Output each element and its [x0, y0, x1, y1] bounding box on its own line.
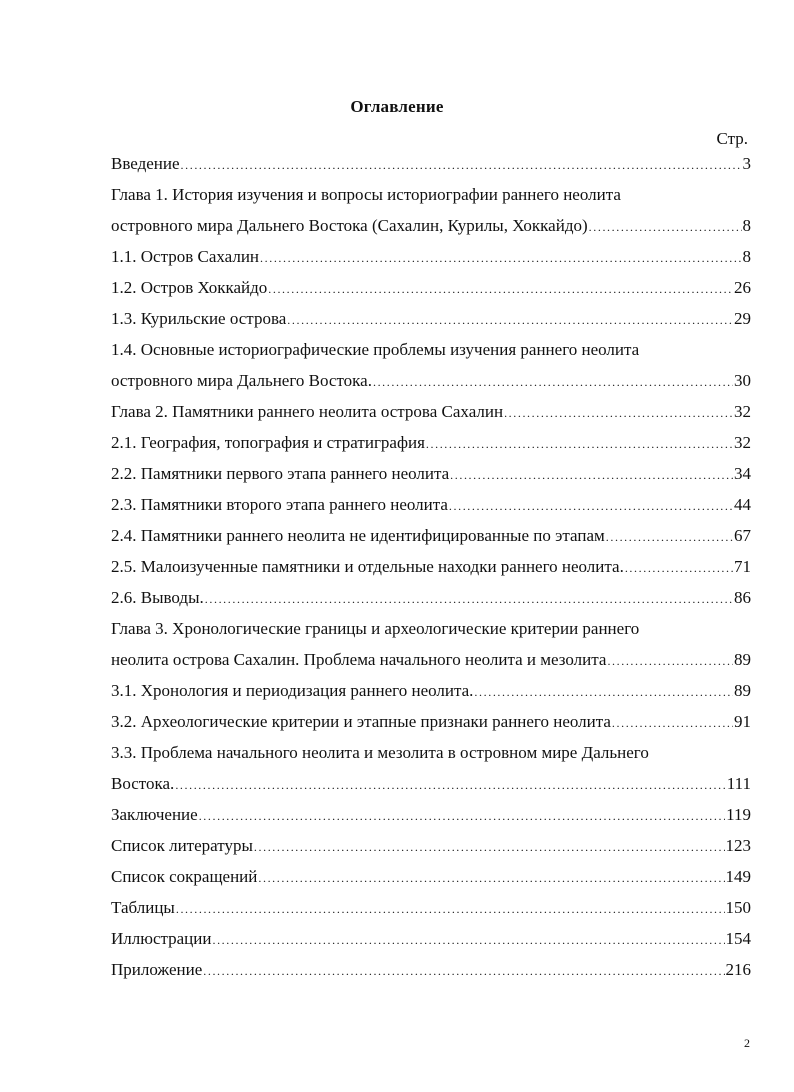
toc-entry [111, 799, 751, 830]
toc-entry [111, 644, 751, 675]
toc-entry [111, 892, 751, 923]
dot-leader [258, 863, 724, 894]
toc-entry [111, 954, 751, 985]
toc-entry-title: 2.6. Выводы. [111, 588, 204, 607]
toc-entry-page: 216 [725, 960, 751, 979]
toc-entry [111, 427, 751, 458]
toc-entry [111, 179, 751, 210]
toc-entry-title: 2.2. Памятники первого этапа раннего неолита [111, 464, 450, 483]
dot-leader [449, 491, 733, 522]
toc-entry-page: 150 [725, 898, 751, 917]
toc-entry [111, 520, 751, 551]
dot-leader [181, 150, 742, 181]
dot-leader [607, 646, 733, 677]
dot-leader [268, 274, 733, 305]
toc-entry-page: 3 [742, 154, 751, 173]
toc-entry-page: 67 [734, 526, 751, 545]
toc-entry-title: 2.3. Памятники второго этапа раннего неолита [111, 495, 448, 514]
toc-entry [111, 272, 751, 303]
toc-entry-title: 1.4. Основные историографические проблемы изучения раннего неолита [111, 340, 640, 359]
toc-entry-page: 71 [734, 557, 751, 576]
toc-entry-title: Введение [111, 154, 180, 173]
dot-leader [176, 894, 725, 925]
dot-leader [203, 956, 724, 987]
toc-entry-title: островного мира Дальнего Востока (Сахалин, Курилы, Хоккайдо) [111, 216, 588, 235]
toc-entry-title: Список литературы [111, 836, 253, 855]
dot-leader [504, 398, 733, 429]
toc-entry-title: островного мира Дальнего Востока. [111, 371, 372, 390]
dot-leader [589, 212, 742, 243]
toc-entry-page: 149 [725, 867, 751, 886]
dot-leader [450, 460, 733, 491]
toc-entry-page: 89 [734, 650, 751, 669]
dot-leader [212, 925, 724, 956]
toc-entry [111, 148, 751, 179]
dot-leader [205, 584, 733, 615]
toc-entry [111, 706, 751, 737]
toc-entry [111, 303, 751, 334]
toc-entry-title: 1.1. Остров Сахалин [111, 247, 260, 266]
toc-entry-page: 123 [725, 836, 751, 855]
toc-entry-page: 34 [734, 464, 751, 483]
page-number: 2 [744, 1036, 750, 1050]
toc-entry [111, 489, 751, 520]
toc-entry-page: 86 [734, 588, 751, 607]
toc-entry-title: Заключение [111, 805, 198, 824]
toc-entry [111, 675, 751, 706]
toc-entry-title: неолита острова Сахалин. Проблема начального неолита и мезолита [111, 650, 607, 669]
toc-entry-title: 2.5. Малоизученные памятники и отдельные находки раннего неолита. [111, 557, 624, 576]
dot-leader [175, 770, 725, 801]
toc-entry-title: Глава 2. Памятники раннего неолита острова Сахалин [111, 402, 504, 421]
toc-entry-title: 1.3. Курильские острова [111, 309, 287, 328]
toc-entry [111, 861, 751, 892]
dot-leader [426, 429, 733, 460]
toc-entry-title: Список сокращений [111, 867, 258, 886]
dot-leader [260, 243, 741, 274]
toc-entry-page: 154 [725, 929, 751, 948]
toc-entry-page: 8 [742, 247, 751, 266]
toc-entry-page: 111 [726, 774, 751, 793]
toc-entry-page: 8 [742, 216, 751, 235]
dot-leader [287, 305, 733, 336]
toc-entry-page: 44 [734, 495, 751, 514]
toc-entry-title: Таблицы [111, 898, 175, 917]
dot-leader [373, 367, 733, 398]
toc-entry [111, 551, 751, 582]
toc-entry [111, 768, 751, 799]
toc-entry-title: 2.4. Памятники раннего неолита не идентифицированные по этапам [111, 526, 605, 545]
toc-entry-title: Глава 3. Хронологические границы и археологические критерии раннего [111, 619, 640, 638]
toc-entry-page: 29 [734, 309, 751, 328]
toc-entry-page: 119 [726, 805, 751, 824]
toc-entry [111, 582, 751, 613]
dot-leader [254, 832, 725, 863]
toc-entry-title: Глава 1. История изучения и вопросы историографии раннего неолита [111, 185, 621, 204]
toc-entry-title: Иллюстрации [111, 929, 212, 948]
toc-entry-page: 32 [734, 433, 751, 452]
toc-entry [111, 458, 751, 489]
toc-entry-title: Востока. [111, 774, 175, 793]
toc-entry [111, 396, 751, 427]
toc-entry-page: 26 [734, 278, 751, 297]
toc-entry-title: 2.1. География, топография и стратиграфия [111, 433, 425, 452]
page-title: Оглавление [350, 97, 444, 116]
dot-leader [606, 522, 733, 553]
table-of-contents [111, 148, 751, 985]
toc-entry-title: 3.1. Хронология и периодизация раннего неолита. [111, 681, 474, 700]
toc-entry [111, 923, 751, 954]
toc-entry [111, 210, 751, 241]
toc-entry-page: 89 [734, 681, 751, 700]
toc-entry [111, 737, 751, 768]
toc-entry-title: 3.3. Проблема начального неолита и мезолита в островном мире Дальнего [111, 743, 649, 762]
toc-entry-title: Приложение [111, 960, 203, 979]
toc-entry-page: 32 [734, 402, 751, 421]
dot-leader [625, 553, 733, 584]
toc-entry [111, 241, 751, 272]
toc-entry-title: 3.2. Археологические критерии и этапные признаки раннего неолита [111, 712, 611, 731]
dot-leader [612, 708, 733, 739]
toc-entry-page: 30 [734, 371, 751, 390]
toc-entry [111, 365, 751, 396]
dot-leader [199, 801, 725, 832]
toc-entry [111, 830, 751, 861]
toc-entry-title: 1.2. Остров Хоккайдо [111, 278, 268, 297]
page-column-label: Стр. [716, 129, 748, 148]
dot-leader [474, 677, 733, 708]
toc-entry [111, 334, 751, 365]
toc-entry [111, 613, 751, 644]
toc-entry-page: 91 [734, 712, 751, 731]
